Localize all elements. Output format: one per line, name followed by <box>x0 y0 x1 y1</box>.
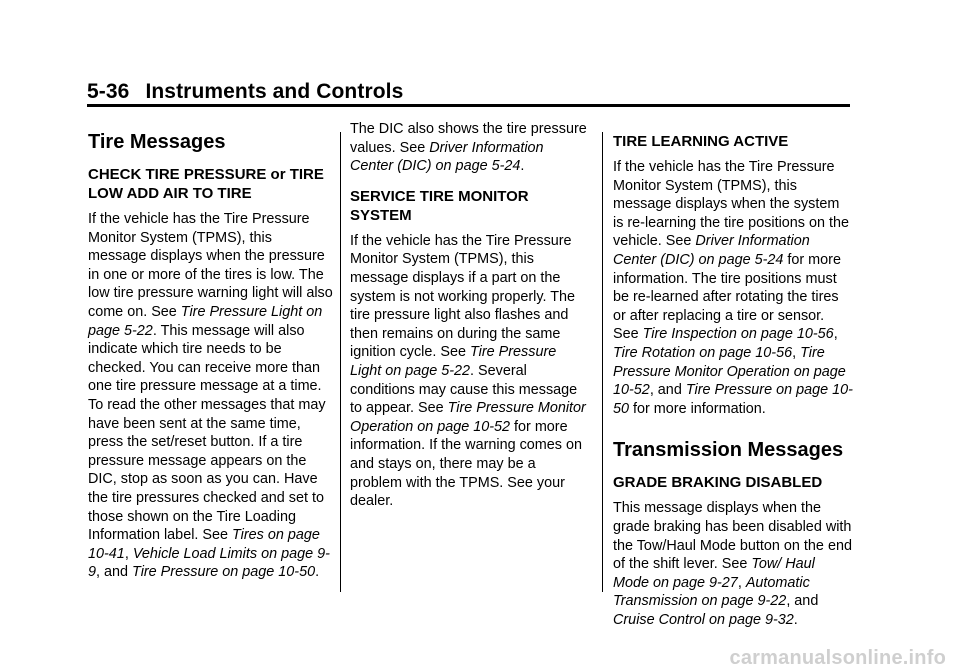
text: for more information. <box>629 400 766 417</box>
watermark: carmanualsonline.info <box>729 647 946 669</box>
cross-reference-link[interactable]: Vehicle Load Limits on page 9-9 <box>88 545 330 581</box>
page-header <box>87 80 403 104</box>
cross-reference-link[interactable]: Tire Pressure Monitor Operation on page 10-52 <box>613 344 846 399</box>
subsection-title-tire-learning: TIRE LEARNING ACTIVE <box>613 133 789 150</box>
text: , and <box>786 593 819 610</box>
text: , <box>124 545 133 562</box>
text: , and <box>649 382 686 399</box>
cross-reference-link[interactable]: Tire Pressure Monitor Operation on page 10-52 <box>350 400 586 435</box>
text: for more information. If the warning comes on and stays on, there may be a problem with the TPMS. See your dealer. <box>350 418 582 510</box>
section-title-transmission-messages: Transmission Messages <box>613 439 844 462</box>
column-2 <box>350 120 590 511</box>
text: , <box>792 344 801 361</box>
text: for more information. The tire positions must be re-learned after rotating the tires or after replacing a tire or sensor. See <box>613 251 841 343</box>
text: If the vehicle has the Tire Pressure Monitor System (TPMS), this message displays when the system is re-learning the tire positions on the vehicle. See <box>613 159 849 250</box>
paragraph <box>613 499 853 629</box>
text: , <box>833 326 838 343</box>
paragraph <box>350 232 590 511</box>
text: , <box>737 574 746 591</box>
subsection-title-grade-braking: GRADE BRAKING DISABLED <box>613 474 823 492</box>
paragraph <box>613 158 853 418</box>
chapter-title: Instruments and Controls <box>145 80 404 103</box>
text: The DIC also shows the tire pressure values. See <box>350 121 587 156</box>
header-rule <box>87 104 850 107</box>
cross-reference-link[interactable]: Tire Rotation on page 10-56 <box>613 344 793 361</box>
cross-reference-link[interactable]: Tire Pressure on page 10-50 <box>613 382 853 417</box>
text: If the vehicle has the Tire Pressure Monitor System (TPMS), this message displays when the pressure in one or more of the tires is low. The low tire pressure warning light will also come on. See <box>88 211 333 320</box>
cross-reference-link[interactable]: Tow/ Haul Mode on page 9-27 <box>613 556 815 591</box>
subsection-title-service-tire-monitor: SERVICE TIRE MONITOR SYSTEM <box>350 187 529 224</box>
cross-reference-link[interactable]: Automatic Transmission on page 9-22 <box>613 574 810 610</box>
paragraph <box>350 120 590 176</box>
cross-reference-link[interactable]: Tire Inspection on page 10-56 <box>642 326 834 343</box>
column-3 <box>613 120 853 629</box>
text: . Several conditions may cause this message to appear. See <box>350 362 578 417</box>
section-title-tire-messages: Tire Messages <box>88 131 226 153</box>
text: . <box>315 564 320 581</box>
text: . This message will also indicate which tire needs to be checked. You can receive more than one tire pressure message at a time. To read the other messages that may have been sent at the same time, press the set/reset button. If a tire pressure message appears on the DIC, stop as soon as you can. Have the tire pressures checked and set to those shown on the Tire Loading Information label. See <box>88 322 326 544</box>
subsection-title-check-tire-pressure: CHECK TIRE PRESSURE or TIRE LOW ADD AIR TO TIRE <box>88 166 324 202</box>
column-divider <box>340 132 341 592</box>
text: , and <box>96 564 133 581</box>
text: . <box>793 611 798 628</box>
cross-reference-link[interactable]: Driver Information Center (DIC) on page 5-24 <box>613 233 810 268</box>
text: . <box>520 158 525 175</box>
page-number: 5-36 <box>87 80 130 103</box>
cross-reference-link[interactable]: Tire Pressure Light on page 5-22 <box>88 303 323 339</box>
cross-reference-link[interactable]: Driver Information Center (DIC) on page 5-24 <box>350 139 544 175</box>
text: This message displays when the grade braking has been disabled with the Tow/Haul Mode button on the end of the shift lever. See <box>613 500 852 573</box>
column-1 <box>88 120 333 582</box>
cross-reference-link[interactable]: Cruise Control on page 9-32 <box>613 611 794 628</box>
paragraph <box>88 210 333 582</box>
cross-reference-link[interactable]: Tire Pressure on page 10-50 <box>132 564 316 581</box>
cross-reference-link[interactable]: Tire Pressure Light on page 5-22 <box>350 344 557 379</box>
text: If the vehicle has the Tire Pressure Monitor System (TPMS), this message displays if a part on the system is not working properly. The tire pressure light also flashes and then remains on during the same ignition cycle. See <box>350 232 576 361</box>
cross-reference-link[interactable]: Tires on page 10-41 <box>88 527 320 562</box>
column-divider <box>602 132 603 592</box>
